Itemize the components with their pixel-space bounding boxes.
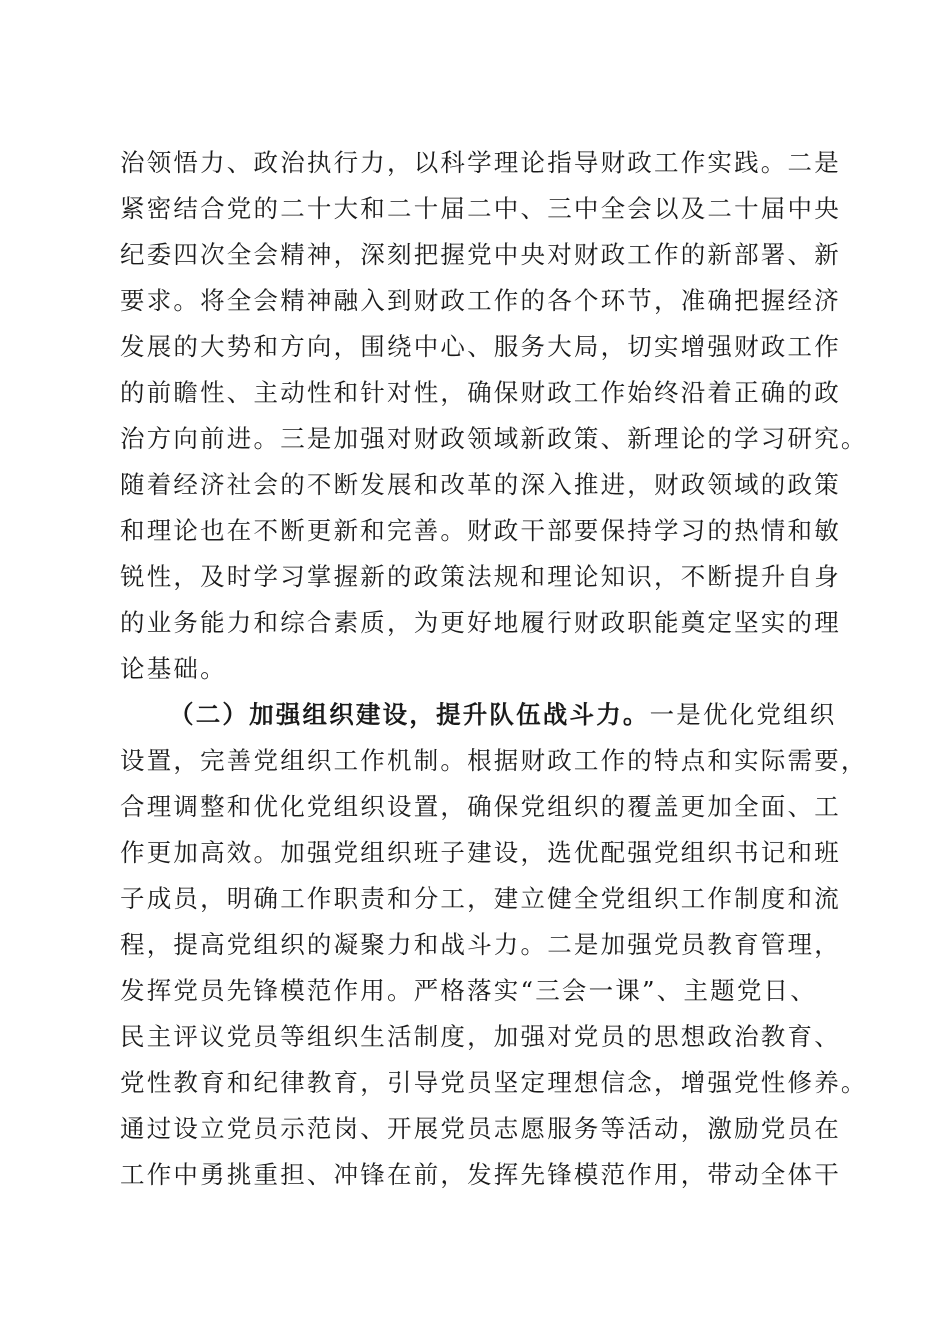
text-line: 纪委四次全会精神，深刻把握党中央对财政工作的新部署、新 <box>120 240 841 269</box>
section-heading: （二）加强组织建设，提升队伍战斗力。 <box>169 700 650 729</box>
text-line: 民主评议党员等组织生活制度，加强对党员的思想政治教育、 <box>120 1022 841 1051</box>
text-line: 的业务能力和综合素质，为更好地履行财政职能奠定坚实的理 <box>120 608 841 637</box>
text-line: 治领悟力、政治执行力，以科学理论指导财政工作实践。二是 <box>120 148 841 177</box>
text-line: 发展的大势和方向，围绕中心、服务大局，切实增强财政工作 <box>120 332 841 361</box>
text-line: 发挥党员先锋模范作用。严格落实“三会一课”、主题党日、 <box>120 976 817 1005</box>
text-line: 作更加高效。加强党组织班子建设，选优配强党组织书记和班 <box>120 838 841 867</box>
text-line: 随着经济社会的不断发展和改革的深入推进，财政领域的政策 <box>120 470 841 499</box>
text-line: 党性教育和纪律教育，引导党员坚定理想信念，增强党性修养。 <box>120 1068 868 1097</box>
text-line: 论基础。 <box>120 654 227 683</box>
text-line: 设置，完善党组织工作机制。根据财政工作的特点和实际需要， <box>120 746 868 775</box>
text-line: 和理论也在不断更新和完善。财政干部要保持学习的热情和敏 <box>120 516 841 545</box>
text-line: 紧密结合党的二十大和二十届二中、三中全会以及二十届中央 <box>120 194 841 223</box>
text-line: 工作中勇挑重担、冲锋在前，发挥先锋模范作用，带动全体干 <box>120 1160 841 1189</box>
text-line: 子成员，明确工作职责和分工，建立健全党组织工作制度和流 <box>120 884 841 913</box>
text-line: 治方向前进。三是加强对财政领域新政策、新理论的学习研究。 <box>120 424 868 453</box>
text-line: 通过设立党员示范岗、开展党员志愿服务等活动，激励党员在 <box>120 1114 841 1143</box>
paragraph-1 <box>120 140 868 692</box>
section-heading-line <box>120 692 840 738</box>
text-line: 要求。将全会精神融入到财政工作的各个环节，准确把握经济 <box>120 286 841 315</box>
paragraph-2 <box>120 692 868 1198</box>
body-text <box>120 140 868 1198</box>
text-line: 程，提高党组织的凝聚力和战斗力。二是加强党员教育管理， <box>120 930 841 959</box>
heading-line-text: 一是优化党组织 <box>649 700 837 729</box>
text-line: 的前瞻性、主动性和针对性，确保财政工作始终沿着正确的政 <box>120 378 841 407</box>
text-line: 锐性，及时学习掌握新的政策法规和理论知识，不断提升自身 <box>120 562 841 591</box>
text-line: 合理调整和优化党组织设置，确保党组织的覆盖更加全面、工 <box>120 792 841 821</box>
